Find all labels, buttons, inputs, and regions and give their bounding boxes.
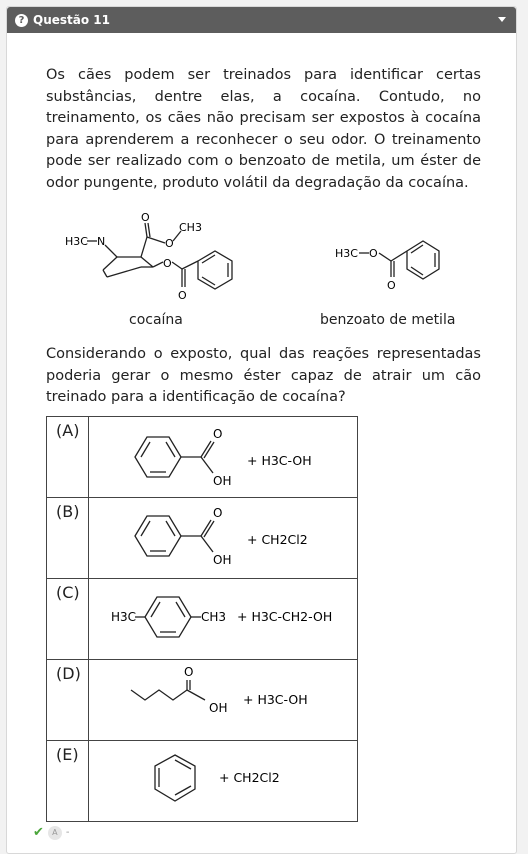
option-a-reaction bbox=[89, 417, 358, 498]
question-mark-icon: ? bbox=[15, 14, 28, 27]
question-intro: Os cães podem ser treinados para identificar certas substâncias, dentre elas, a cocaína. Contudo, no treinamento, os cães não precisam ser expostos à cocaína para aprenderem a reconhecer o seu odor. O treinamento pode ser realizado com o benzoato de metila, um éster de odor pungente, produto volátil da degradação da cocaína. bbox=[46, 67, 481, 191]
o-label: O bbox=[213, 506, 223, 520]
h3c-label: H3C bbox=[111, 610, 137, 624]
label-benzoato: benzoato de metila bbox=[320, 312, 456, 328]
ester-o-label: O bbox=[165, 237, 174, 250]
option-row-b[interactable] bbox=[47, 498, 358, 579]
oh-label: OH bbox=[213, 553, 232, 567]
question-title: Questão 11 bbox=[33, 13, 110, 27]
options-table bbox=[46, 416, 358, 822]
reagent-text: + CH2Cl2 bbox=[219, 770, 280, 785]
benzoic-acid-structure bbox=[89, 498, 357, 574]
carbonyl-o-label: O bbox=[387, 279, 396, 292]
option-letter: (C) bbox=[47, 579, 89, 660]
label-cocaina: cocaína bbox=[129, 312, 183, 328]
answer-badge[interactable]: A bbox=[48, 826, 62, 840]
h3c-label: H3C bbox=[335, 247, 358, 260]
answer-feedback bbox=[33, 825, 70, 840]
option-row-a[interactable] bbox=[47, 417, 358, 498]
chevron-down-icon[interactable] bbox=[498, 17, 506, 22]
option-b-reaction bbox=[89, 498, 358, 579]
question-prompt: Considerando o exposto, qual das reações representadas poderia gerar o mesmo éster capaz de atrair um cão treinado para a identificação de cocaína? bbox=[46, 346, 481, 405]
carbonyl-o-label: O bbox=[141, 211, 150, 224]
check-icon: ✔ bbox=[33, 825, 44, 840]
option-row-c[interactable] bbox=[47, 579, 358, 660]
benzene-structure bbox=[89, 741, 357, 817]
reagent-text: + H3C-OH bbox=[243, 692, 308, 707]
ester-o2-label: O bbox=[163, 257, 172, 270]
option-d-reaction bbox=[89, 660, 358, 741]
option-c-reaction bbox=[89, 579, 358, 660]
option-row-d[interactable] bbox=[47, 660, 358, 741]
reagent-text: + H3C-OH bbox=[247, 453, 312, 468]
ester-o-label: O bbox=[369, 247, 378, 260]
option-letter: (D) bbox=[47, 660, 89, 741]
option-letter: (E) bbox=[47, 741, 89, 822]
methyl-benzoate-structure bbox=[329, 213, 449, 293]
carbonyl-o2-label: O bbox=[178, 289, 187, 302]
p-xylene-structure bbox=[89, 579, 357, 655]
o-label: O bbox=[213, 427, 223, 441]
question-card bbox=[6, 6, 517, 854]
n-label: N bbox=[97, 235, 106, 248]
ch3-label: CH3 bbox=[179, 221, 202, 234]
question-header[interactable] bbox=[7, 7, 516, 33]
pentanoic-acid-structure bbox=[89, 660, 357, 736]
reagent-text: + CH2Cl2 bbox=[247, 532, 308, 547]
oh-label: OH bbox=[213, 474, 232, 488]
option-letter: (A) bbox=[47, 417, 89, 498]
reagent-text: + H3C-CH2-OH bbox=[237, 609, 333, 624]
benzoic-acid-structure bbox=[89, 417, 357, 493]
h3c-label: H3C bbox=[65, 235, 88, 248]
option-row-e[interactable] bbox=[47, 741, 358, 822]
option-letter: (B) bbox=[47, 498, 89, 579]
oh-label: OH bbox=[209, 701, 228, 715]
cocaine-structure bbox=[55, 205, 245, 305]
option-e-reaction bbox=[89, 741, 358, 822]
o-label: O bbox=[184, 665, 194, 679]
ch3-label: CH3 bbox=[201, 610, 227, 624]
answer-suffix: - bbox=[65, 827, 70, 838]
